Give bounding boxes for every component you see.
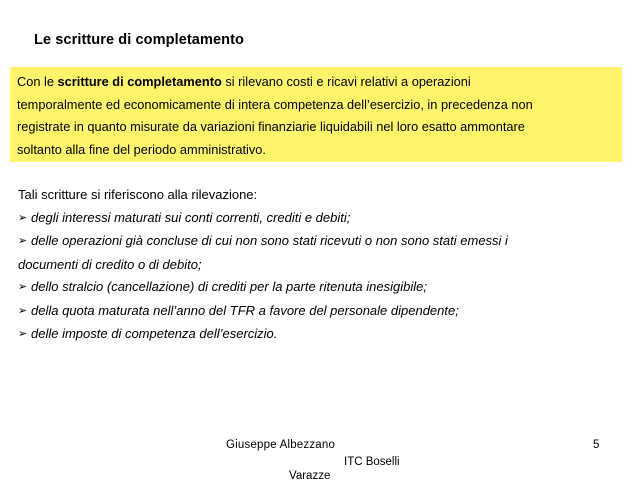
footer-author: Giuseppe Albezzano xyxy=(226,439,336,451)
arrow-bullet-icon: ➢ xyxy=(18,303,28,317)
bullet-continuation: documenti di credito o di debito; xyxy=(18,256,202,272)
arrow-bullet-icon: ➢ xyxy=(18,327,28,340)
bullet-text: degli interessi maturati sui conti correnti, crediti e debiti; xyxy=(31,209,351,225)
definition-line-1-rest: si rilevano costi e ricavi relativi a operazioni xyxy=(221,74,471,89)
body-content xyxy=(18,184,618,347)
definition-line-1 xyxy=(17,71,616,94)
slide-title: Le scritture di completamento xyxy=(34,32,244,48)
definition-box xyxy=(10,67,622,162)
definition-line-3: registrate in quanto misurate da variazioni finanziarie liquidabili nel loro esatto ammontare xyxy=(17,119,525,134)
footer-city: Varazze xyxy=(289,470,331,482)
definition-term: scritture di completamento xyxy=(57,74,222,89)
arrow-bullet-icon: ➢ xyxy=(18,280,28,293)
bullet-text: della quota maturata nell’anno del TFR a favore del personale dipendente; xyxy=(31,302,459,318)
footer-school: ITC Boselli xyxy=(344,456,400,468)
body-intro: Tali scritture si riferiscono alla rilevazione: xyxy=(18,187,258,202)
bullet-item xyxy=(18,300,618,324)
arrow-bullet-icon: ➢ xyxy=(18,210,28,224)
page-number: 5 xyxy=(593,439,600,451)
definition-line-2: temporalmente ed economicamente di intera competenza dell’esercizio, in precedenza non xyxy=(17,96,533,112)
bullet-item xyxy=(18,230,618,254)
bullet-text: delle operazioni già concluse di cui non sono stati ricevuti o non sono stati emessi i xyxy=(31,233,508,248)
arrow-bullet-icon: ➢ xyxy=(18,234,28,247)
bullet-item xyxy=(18,323,618,347)
definition-line-4: soltanto alla fine del periodo amministrativo. xyxy=(17,141,266,157)
bullet-item xyxy=(18,276,618,300)
bullet-text: delle imposte di competenza dell’esercizio. xyxy=(31,326,278,341)
bullet-text: dello stralcio (cancellazione) di crediti per la parte ritenuta inesigibile; xyxy=(31,279,427,294)
definition-prefix: Con le xyxy=(17,74,58,89)
bullet-item xyxy=(18,207,618,231)
